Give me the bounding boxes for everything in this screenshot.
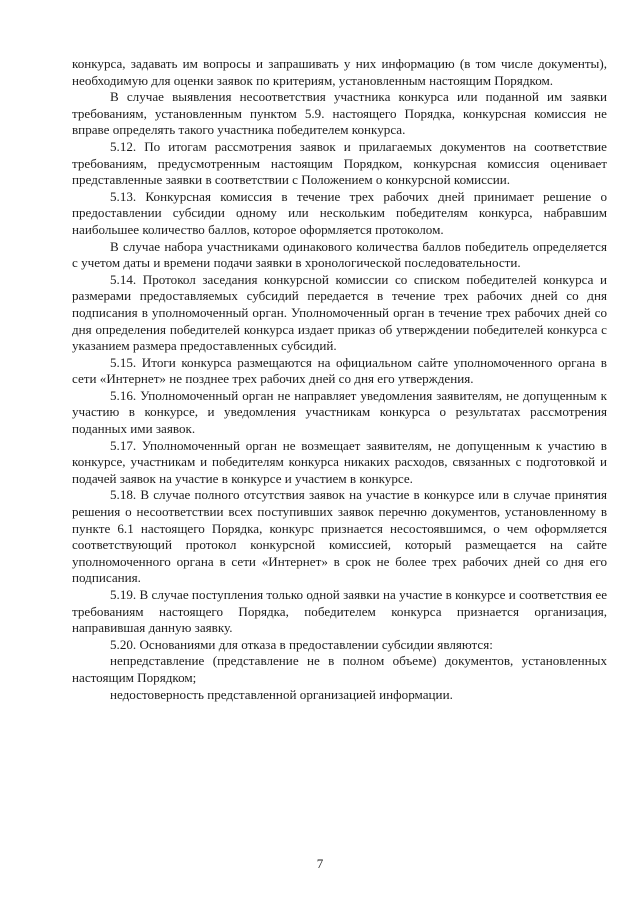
page-number: 7	[316, 856, 324, 871]
document-page	[72, 56, 607, 703]
paragraph-reason-documents: непредставление (представление не в полном объеме) документов, установленных настоящим Порядком;	[72, 653, 607, 685]
paragraph-5-19: 5.19. В случае поступления только одной заявки на участие в конкурсе и соответствия ее требованиям настоящего Порядка, победителем конкурса признается организация, направившая данную заявку.	[72, 587, 607, 636]
paragraph-5-12: 5.12. По итогам рассмотрения заявок и прилагаемых документов на соответствие требованиям, предусмотренным настоящим Порядком, конкурсная комиссия оценивает представленные заявки в соответствии с Положением о конкурсной комиссии.	[72, 138, 607, 188]
paragraph-nonconformity: В случае выявления несоответствия участника конкурса или поданной им заявки требованиям, установленным пунктом 5.9. настоящего Порядка, конкурсная комиссия не вправе определять такого участника победителем конкурса.	[72, 89, 607, 138]
paragraph-equal-score: В случае набора участниками одинакового количества баллов победитель определяется с учетом даты и времени подачи заявки в хронологической последовательности.	[72, 238, 607, 271]
paragraph-5-17: 5.17. Уполномоченный орган не возмещает заявителям, не допущенным к участию в конкурсе, участникам и победителям конкурса никаких расходов, связанных с подготовкой и подачей заявок на участие в конкурсе и участием в конкурсе.	[72, 437, 607, 486]
paragraph-5-18: 5.18. В случае полного отсутствия заявок на участие в конкурсе или в случае принятия решения о несоответствии всех поступивших заявок перечню документов, установленному в пункте 6.1 настоящего Порядка, конкурс признается несостоявшимся, о чем оформляется соответствующий протокол конкурсной комиссией, который размещается на сайте уполномоченного органа в сети «Интернет» в срок не более трех рабочих дней со дня его подписания.	[72, 487, 607, 586]
paragraph-5-16: 5.16. Уполномоченный орган не направляет уведомления заявителям, не допущенным к участию в конкурсе, и уведомления участникам конкурса о результатах рассмотрения поданных ими заявок.	[72, 387, 607, 437]
paragraph-5-13: 5.13. Конкурсная комиссия в течение трех рабочих дней принимает решение о предоставлении субсидии одному или нескольким победителям конкурса, набравшим наибольшее количество баллов, которое оформляется протоколом.	[72, 188, 607, 237]
paragraph-reason-information: недостоверность представленной организацией информации.	[110, 686, 453, 702]
paragraph-continuation: конкурса, задавать им вопросы и запрашивать у них информацию (в том числе документы), необходимую для оценки заявок по критериям, установленным настоящим Порядком.	[72, 56, 607, 88]
paragraph-5-14: 5.14. Протокол заседания конкурсной комиссии со списком победителей конкурса и размерами предоставляемых субсидий передается в течение трех рабочих дней со дня подписания в уполномоченный орган. Уполномоченный орган в течение трех рабочих дней со дня определения победителей конкурса издает приказ об утверждении победителей конкурса с указанием размера предоставленных субсидий.	[72, 271, 607, 354]
paragraph-5-20: 5.20. Основаниями для отказа в предоставлении субсидии являются:	[110, 636, 493, 652]
paragraph-5-15: 5.15. Итоги конкурса размещаются на официальном сайте уполномоченного органа в сети «Интернет» не позднее трех рабочих дней со дня его утверждения.	[72, 354, 607, 387]
